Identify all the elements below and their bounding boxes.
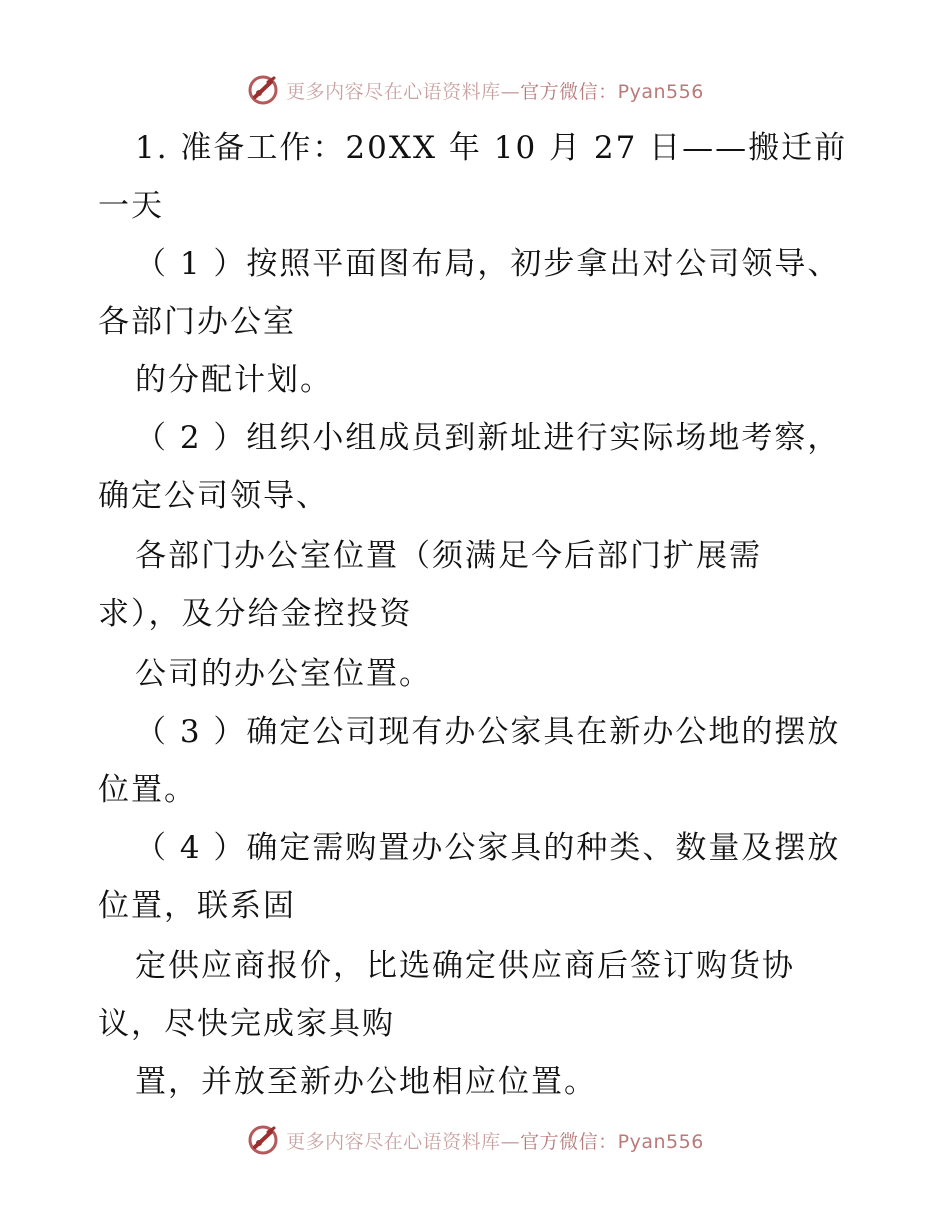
header-watermark [246,73,704,107]
paragraph-line: 求），及分给金控投资 [98,596,413,632]
paragraph-line: （ 4 ）确定需购置办公家具的种类、数量及摆放 [135,830,841,866]
watermark-main-text: 更多内容尽在心语资料库 [286,80,501,103]
paragraph-line: 各部门办公室位置（须满足今后部门扩展需 [135,538,762,574]
paragraph-line: 一天 [98,188,164,224]
header-watermark-banner [0,70,950,110]
watermark-tail-text: 官方微信：Pyan556 [520,80,704,103]
footer-watermark [246,1123,704,1157]
paragraph-line: 公司的办公室位置。 [135,656,432,692]
paragraph-line: 各部门办公室 [98,304,296,340]
paragraph-line: 位置。 [98,772,197,808]
footer-watermark-banner [0,1120,950,1160]
watermark-separator: — [500,80,521,103]
watermark-separator: — [500,1130,521,1153]
paragraph-line: （ 1 ）按照平面图布局，初步拿出对公司领导、 [135,246,841,282]
watermark-tail-text: 官方微信：Pyan556 [520,1130,704,1153]
paragraph-line: 1. 准备工作：20XX 年 10 月 27 日——搬迁前 [135,130,848,166]
paragraph-line: 定供应商报价，比选确定供应商后签订购货协 [135,948,795,984]
brush-circle-logo-icon [246,1123,280,1157]
watermark-main-text: 更多内容尽在心语资料库 [286,1130,501,1153]
paragraph-line: 置，并放至新办公地相应位置。 [135,1064,597,1100]
paragraph-line: 议，尽快完成家具购 [98,1006,395,1042]
footer-watermark-text [286,1127,704,1154]
brush-circle-logo-icon [246,73,280,107]
paragraph-line: （ 3 ）确定公司现有办公家具在新办公地的摆放 [135,714,841,750]
header-watermark-text [286,77,704,104]
paragraph-line: 确定公司领导、 [98,478,329,514]
paragraph-line: （ 2 ）组织小组成员到新址进行实际场地考察， [135,420,841,456]
paragraph-line: 位置，联系固 [98,888,296,924]
paragraph-line: 的分配计划。 [135,362,333,398]
